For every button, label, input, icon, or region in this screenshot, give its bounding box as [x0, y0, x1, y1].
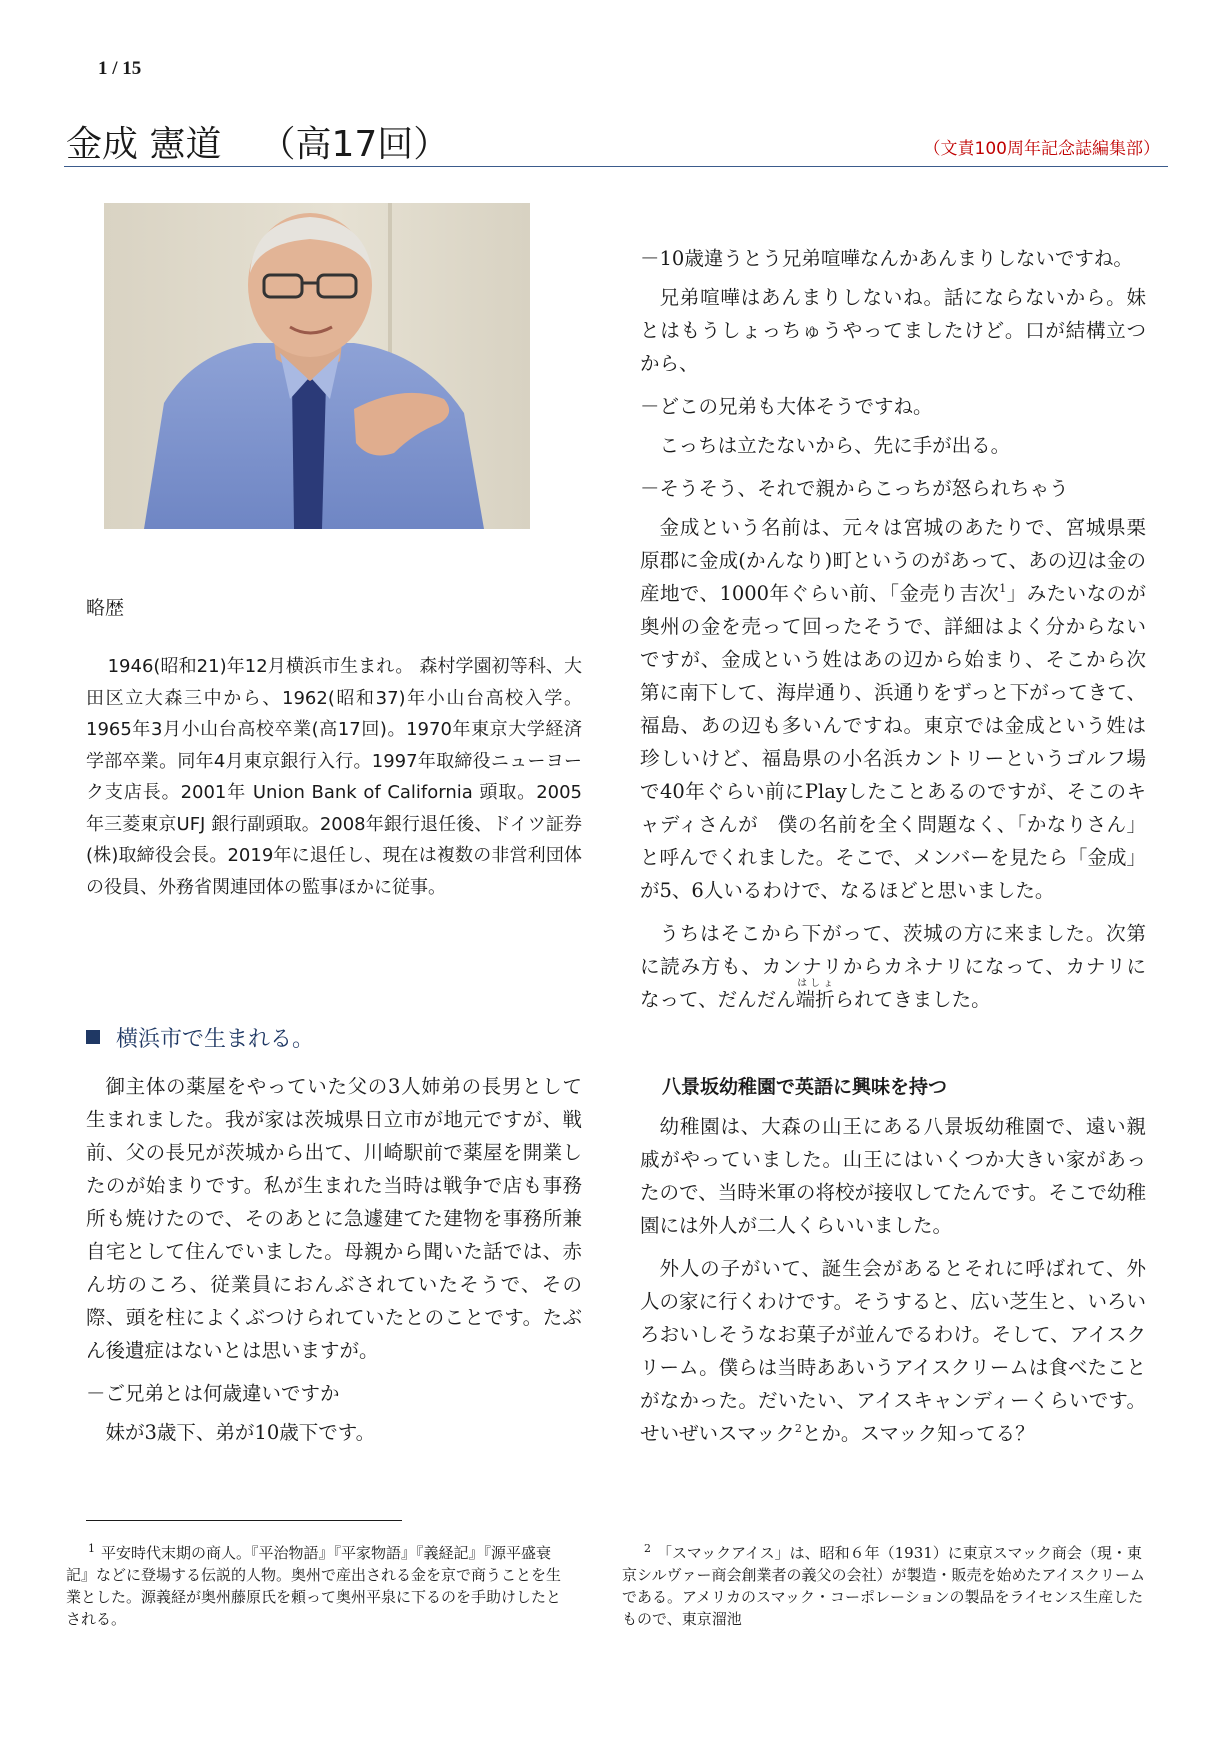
- right-column-lower: [640, 1110, 1146, 1450]
- left-column-text: [86, 1070, 582, 1449]
- footnote-divider: [86, 1520, 402, 1521]
- interview-question: －どこの兄弟も大体そうですね。: [640, 395, 933, 418]
- paragraph: 幼稚園は、大森の山王にある八景坂幼稚園で、遠い親戚がやっていました。山王にはいくつか大きい家があったので、当時米軍の将校が接収してたんです。そこで幼稚園には外人が二人くらいいました。: [640, 1115, 1146, 1237]
- paragraph-name-origin: [640, 511, 1146, 907]
- interview-question: －ご兄弟とは何歳違いですか: [86, 1382, 340, 1405]
- interview-answer: 兄弟喧嘩はあんまりしないね。話にならないから。妹とはもうしょっちゅうやってましたけど。口が結構立つから、: [640, 286, 1146, 375]
- paragraph-text: 金成という名前は、元々は宮城のあたりで、宮城県栗原郡に金成(かんなり)町というのがあって、あの辺は金の産地で、1000年ぐらい前、「金売り吉次: [640, 516, 1146, 605]
- paragraph-migration: [640, 917, 1146, 1016]
- footnote-text: 平安時代末期の商人。『平治物語』『平家物語』『義経記』『源平盛衰記』などに登場する伝説的人物。奥州で産出される金を京で商うことを生業とした。源義経が奥州藤原氏を頼って奥州平泉に下るのを手助けしたとされる。: [66, 1544, 562, 1628]
- editorial-credit: （文責100周年記念誌編集部）: [923, 139, 1160, 159]
- bio-text: 1946(昭和21)年12月横浜市生まれ。 森村学園初等科、大田区立大森三中から、1962(昭和37)年小山台高校入学。1965年3月小山台高校卒業(高17回)。1970年東京大学経済学部卒業。同年4月東京銀行入行。1997年取締役ニューヨーク支店長。2001年 Union Bank of California 頭取。2005年三菱東京UFJ 銀行副頭取。2008年銀行退任後、ドイツ証券(株)取締役会長。2019年に退任し、現在は複数の非営利団体の役員、外務省関連団体の監事ほかに従事。: [86, 656, 582, 898]
- paragraph-text: とか。スマック知ってる？: [801, 1422, 1035, 1445]
- section-heading-kindergarten: 八景坂幼稚園で英語に興味を持つ: [662, 1076, 948, 1098]
- title-divider: [64, 166, 1168, 167]
- page-title: [66, 116, 449, 167]
- footnote-1: [66, 1538, 566, 1630]
- page-number: 1 / 15: [98, 58, 142, 79]
- paragraph-icecream: [640, 1252, 1146, 1450]
- section-heading-birth: [86, 1022, 314, 1053]
- interview-question: －10歳違うとう兄弟喧嘩なんかあんまりしないですね。: [640, 247, 1133, 270]
- footnote-2: [622, 1538, 1152, 1630]
- footnote-ref-1: 1: [999, 582, 1007, 595]
- footnote-number: 1: [88, 1542, 95, 1555]
- right-column-text: [640, 236, 1146, 1016]
- paragraph-text: うちはそこから下がって、茨城の方に来ました。次第に読み方も、カンナリからカネナリになって、カナリになって、だんだん: [640, 922, 1146, 1011]
- class-label: （高17回）: [259, 124, 450, 165]
- ruby-reading: はしょ: [795, 978, 835, 989]
- footnote-ref-2: 2: [794, 1422, 802, 1435]
- interview-answer: こっちは立たないから、先に手が出る。: [659, 434, 1011, 457]
- bullet-square-icon: [86, 1030, 100, 1044]
- interview-question: －そうそう、それで親からこっちが怒られちゃう: [640, 477, 1069, 500]
- ruby-base: 端折: [795, 988, 835, 1011]
- portrait-photo: [104, 203, 530, 529]
- bio-block: [86, 651, 582, 903]
- paragraph-text: られてきました。: [834, 988, 991, 1011]
- interviewee-name: 金成 憲道: [66, 124, 222, 165]
- section-heading-text: 横浜市で生まれる。: [116, 1027, 315, 1052]
- footnote-text: 「スマックアイス」は、昭和６年（1931）に東京スマック商会（現・東京シルヴァー商会創業者の義父の会社）が製造・販売を始めたアイスクリームである。アメリカのスマック・コーポレーションの製品をライセンス生産したもので、東京溜池: [622, 1544, 1145, 1628]
- bio-heading: 略歴: [86, 597, 125, 619]
- ruby-word: [795, 978, 835, 1011]
- paragraph: 御主体の薬屋をやっていた父の3人姉弟の長男として生まれました。我が家は茨城県日立市が地元ですが、戦前、父の長兄が茨城から出て、川崎駅前で薬屋を開業したのが始まりです。私が生まれた当時は戦争で店も事務所も焼けたので、そのあとに急遽建てた建物を事務所兼自宅として住んでいました。母親から聞いた話では、赤ん坊のころ、従業員におんぶされていたそうで、その際、頭を柱によくぶつけられていたとのことです。たぶん後遺症はないとは思いますが。: [86, 1075, 582, 1362]
- paragraph-text: 外人の子がいて、誕生会があるとそれに呼ばれて、外人の家に行くわけです。そうすると、広い芝生と、いろいろおいしそうなお菓子が並んでるわけ。そして、アイスクリーム。僕らは当時ああいうアイスクリームは食べたことがなかった。だいたい、アイスキャンディーくらいです。せいぜいスマック: [640, 1257, 1146, 1445]
- paragraph-text: 」みたいなのが奥州の金を売って回ったそうで、詳細はよく分からないですが、金成という姓はあの辺から始まり、そこから次第に南下して、海岸通り、浜通りをずっと下がってきて、福島、あの辺も多いんですね。東京では金成という姓は珍しいけど、福島県の小名浜カントリーというゴルフ場で40年ぐらい前にPlayしたことあるのですが、そこのキャディさんが 僕の名前を全く問題なく、「かなりさん」と呼んでくれました。そこで、メンバーを見たら「金成」が5、6人いるわけで、なるほどと思いました。: [640, 582, 1146, 902]
- footnote-number: 2: [644, 1542, 651, 1555]
- interview-answer: 妹が3歳下、弟が10歳下です。: [105, 1421, 376, 1444]
